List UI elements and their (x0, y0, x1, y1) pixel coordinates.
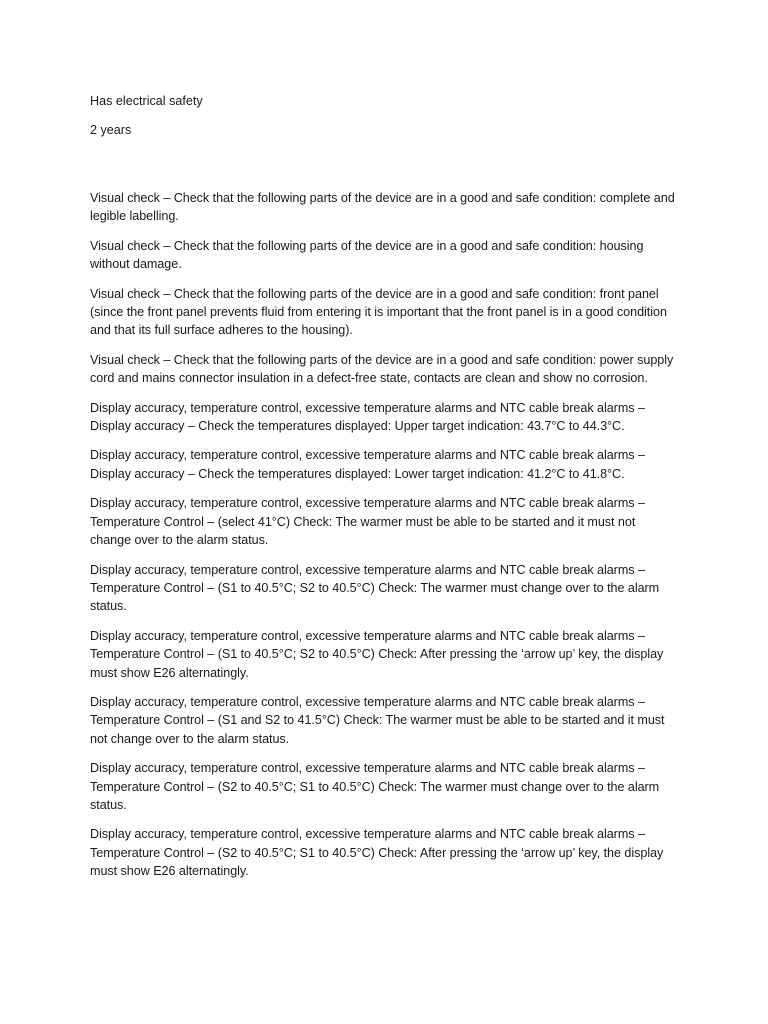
paragraph-visual-housing: Visual check – Check that the following parts of the device are in a good and safe condition: housing without damage. (90, 238, 644, 272)
paragraph-visual-labelling: Visual check – Check that the following parts of the device are in a good and safe condition: complete and legible labelling. (90, 191, 675, 224)
paragraph-temp-control-s1-s2-41-5: Display accuracy, temperature control, excessive temperature alarms and NTC cable break alarms – Temperature Control – (S1 and S2 to 41.5°C) Check: The warmer must be able to be started and it must not change over to the alarm status. (90, 694, 665, 746)
section-spacer (90, 150, 678, 189)
header-line-safety: Has electrical safety (90, 94, 203, 108)
paragraph-temp-control-s1-alarm: Display accuracy, temperature control, excessive temperature alarms and NTC cable break alarms – Temperature Control – (S1 to 40.5°C; S2 to 40.5°C) Check: The warmer must change over to the alarm status. (90, 562, 660, 614)
paragraph-temp-control-select-41: Display accuracy, temperature control, excessive temperature alarms and NTC cable break alarms – Temperature Control – (select 41°C) Check: The warmer must be able to be started and it must not change over to the alarm status. (90, 496, 645, 548)
paragraph-visual-front-panel: Visual check – Check that the following parts of the device are in a good and safe condition: front panel (since the front panel prevents fluid from entering it is important that the front panel is in a good condition and that its full surface adheres to the housing). (90, 286, 667, 338)
paragraph-display-lower-target: Display accuracy, temperature control, excessive temperature alarms and NTC cable break alarms – Display accuracy – Check the temperatures displayed: Lower target indication: 41.2°C to 41.8°C. (90, 448, 645, 481)
paragraph-temp-control-s2-e26: Display accuracy, temperature control, excessive temperature alarms and NTC cable break alarms – Temperature Control – (S2 to 40.5°C; S1 to 40.5°C) Check: After pressing the ‘arrow up’ key, the display must show E26 alternatingly. (90, 827, 664, 879)
paragraph-temp-control-s1-e26: Display accuracy, temperature control, excessive temperature alarms and NTC cable break alarms – Temperature Control – (S1 to 40.5°C; S2 to 40.5°C) Check: After pressing the ‘arrow up’ key, the display must show E26 alternatingly. (90, 628, 664, 680)
paragraph-temp-control-s2-alarm: Display accuracy, temperature control, excessive temperature alarms and NTC cable break alarms – Temperature Control – (S2 to 40.5°C; S1 to 40.5°C) Check: The warmer must change over to the alarm status. (90, 761, 660, 812)
header-line-interval: 2 years (90, 123, 132, 137)
paragraph-visual-power-cord: Visual check – Check that the following parts of the device are in a good and safe condition: power supply cord and mains connector insulation in a defect-free state, contacts are clean and show no corrosion. (90, 352, 674, 386)
paragraph-display-upper-target: Display accuracy, temperature control, excessive temperature alarms and NTC cable break alarms – Display accuracy – Check the temperatures displayed: Upper target indication: 43.7°C to 44.3°C. (90, 400, 645, 434)
